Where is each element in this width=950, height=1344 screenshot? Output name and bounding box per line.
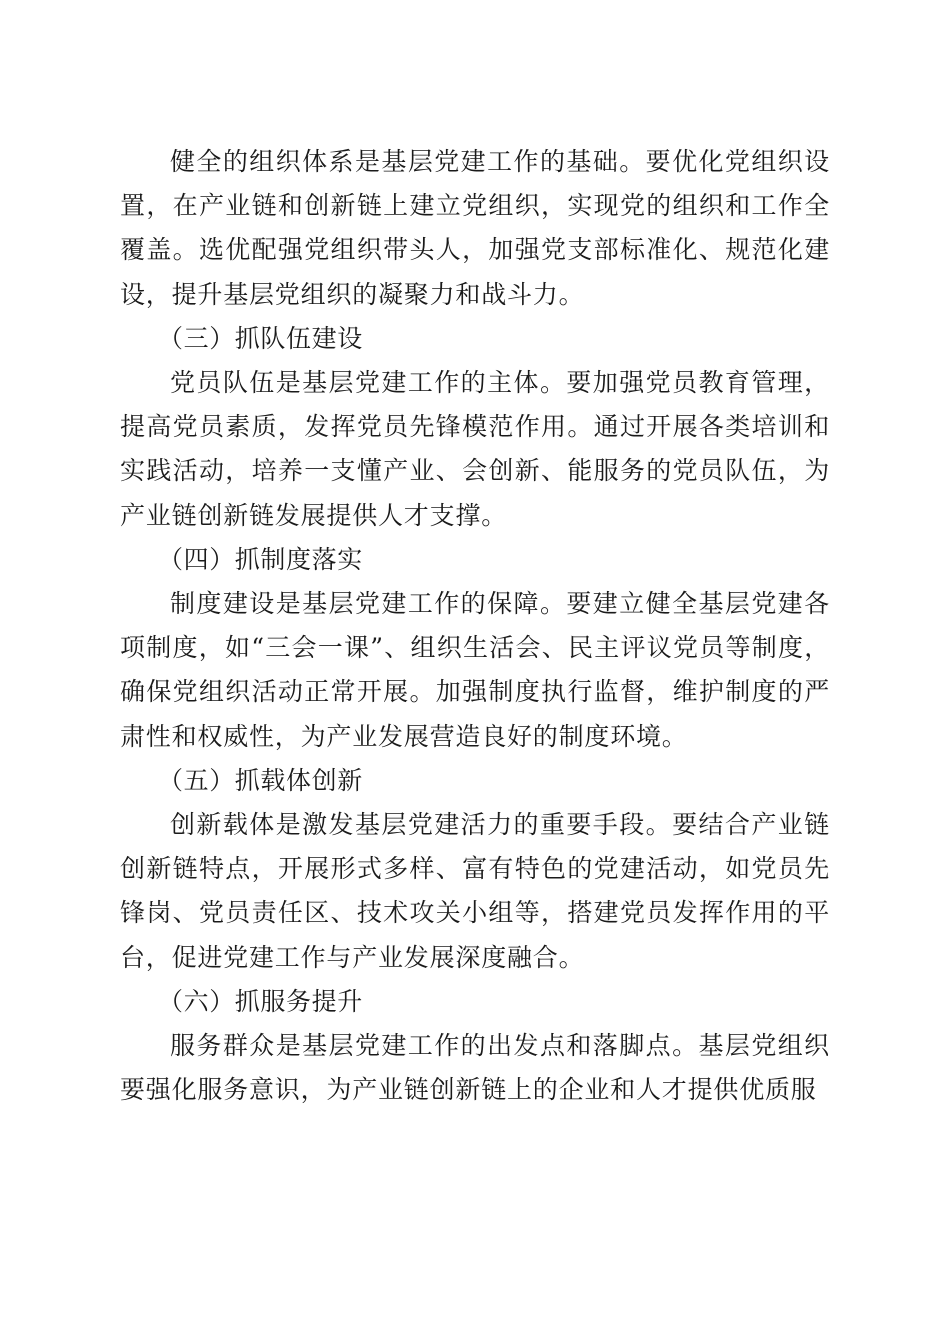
document-body [120,140,830,1112]
heading-system-implementation: （四）抓制度落实 [158,544,363,574]
paragraph-service-improvement: 服务群众是基层党建工作的出发点和落脚点。基层党组织要强化服务意识，为产业链创新链上的企业和人才提供优质服 [120,1031,830,1105]
heading-team-building: （三）抓队伍建设 [158,323,363,353]
paragraph-system-implementation: 制度建设是基层党建工作的保障。要建立健全基层党建各项制度，如“三会一课”、组织生活会、民主评议党员等制度，确保党组织活动正常开展。加强制度执行监督，维护制度的严肃性和权威性，为产业发展营造良好的制度环境。 [120,589,830,751]
heading-carrier-innovation: （五）抓载体创新 [158,765,363,795]
paragraph-organization-system: 健全的组织体系是基层党建工作的基础。要优化党组织设置，在产业链和创新链上建立党组织，实现党的组织和工作全覆盖。选优配强党组织带头人，加强党支部标准化、规范化建设，提升基层党组织的凝聚力和战斗力。 [120,147,830,309]
heading-service-improvement: （六）抓服务提升 [158,986,363,1016]
paragraph-team-building: 党员队伍是基层党建工作的主体。要加强党员教育管理，提高党员素质，发挥党员先锋模范作用。通过开展各类培训和实践活动，培养一支懂产业、会创新、能服务的党员队伍，为产业链创新链发展提供人才支撑。 [120,368,830,530]
paragraph-carrier-innovation: 创新载体是激发基层党建活力的重要手段。要结合产业链创新链特点，开展形式多样、富有特色的党建活动，如党员先锋岗、党员责任区、技术攻关小组等，搭建党员发挥作用的平台，促进党建工作与产业发展深度融合。 [120,810,830,972]
